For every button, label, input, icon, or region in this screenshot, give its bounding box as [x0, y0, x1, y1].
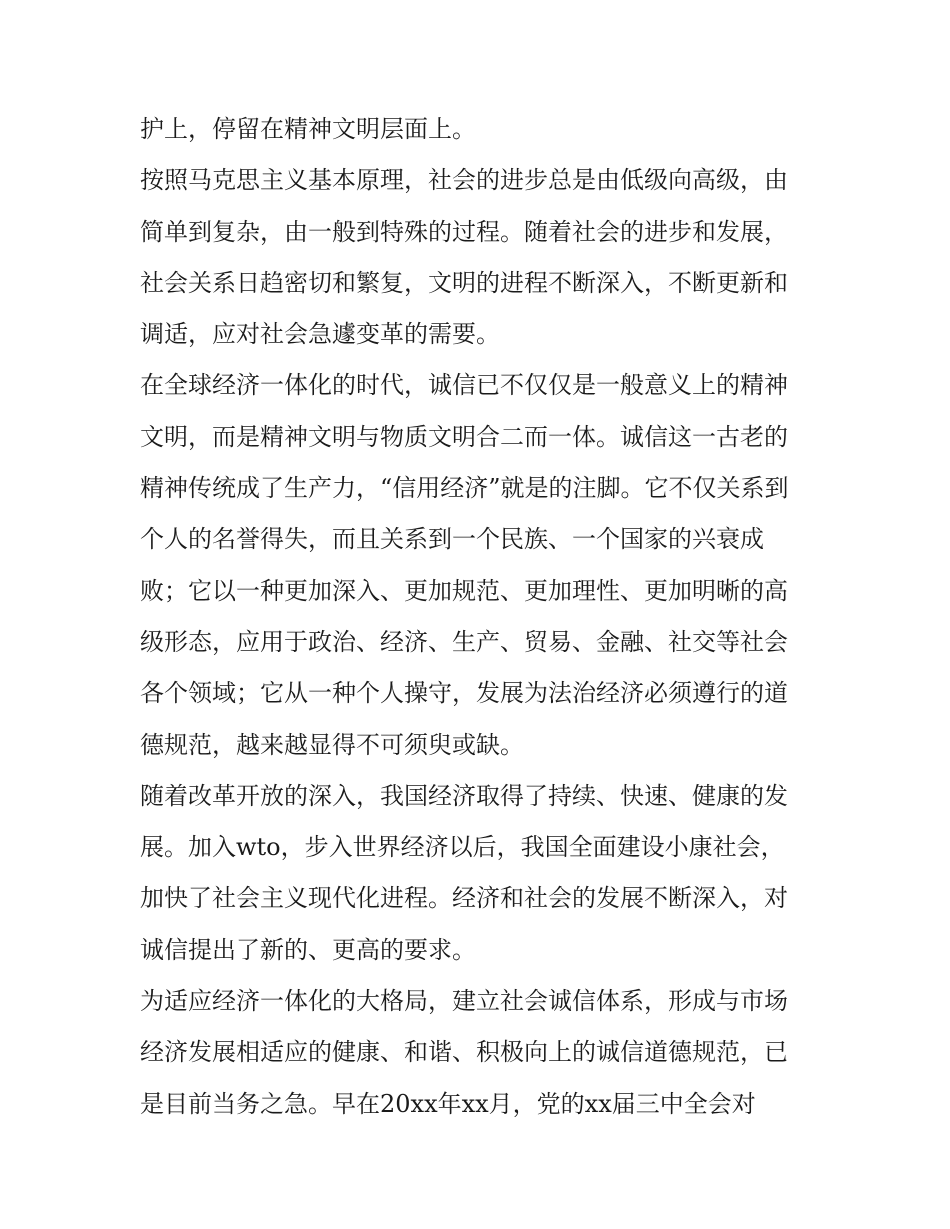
text-line: 精神传统成了生产力，“信用经济”就是的注脚。它不仅关系到 — [140, 474, 789, 503]
text-line: 调适，应对社会急遽变革的需要。 — [140, 320, 500, 349]
text-line: 经济发展相适应的健康、和谐、积极向上的诚信道德规范，已 — [140, 1038, 788, 1067]
text-line: 各个领域；它从一种个人操守，发展为法治经济必须遵行的道 — [140, 679, 788, 708]
text-line: 按照马克思主义基本原理，社会的进步总是由低级向高级，由 — [140, 166, 788, 195]
text-line: 文明，而是精神文明与物质文明合二而一体。诚信这一古老的 — [140, 422, 788, 451]
text-line: 败；它以一种更加深入、更加规范、更加理性、更加明晰的高 — [140, 576, 788, 605]
paragraph — [140, 771, 812, 976]
text-line: 随着改革开放的深入，我国经济取得了持续、快速、健康的发 — [140, 781, 788, 810]
text-line: 诚信提出了新的、更高的要求。 — [140, 935, 476, 964]
paragraph — [140, 976, 812, 1130]
text-line: 展。加入wto，步入世界经济以后，我国全面建设小康社会， — [140, 833, 785, 862]
paragraph — [140, 155, 812, 360]
paragraph — [140, 104, 812, 155]
document-body — [140, 104, 812, 1130]
text-line: 加快了社会主义现代化进程。经济和社会的发展不断深入，对 — [140, 884, 788, 913]
text-line: 德规范，越来越显得不可须臾或缺。 — [140, 730, 524, 759]
text-line: 个人的名誉得失，而且关系到一个民族、一个国家的兴衰成 — [140, 525, 764, 554]
text-line: 为适应经济一体化的大格局，建立社会诚信体系，形成与市场 — [140, 987, 788, 1016]
text-line: 简单到复杂，由一般到特殊的过程。随着社会的进步和发展， — [140, 217, 788, 246]
paragraph — [140, 360, 812, 770]
text-line: 级形态，应用于政治、经济、生产、贸易、金融、社交等社会 — [140, 627, 788, 656]
text-line: 护上，停留在精神文明层面上。 — [140, 115, 476, 143]
text-line: 是目前当务之急。早在20xx年xx月，党的xx届三中全会对 — [140, 1089, 756, 1118]
text-line: 在全球经济一体化的时代，诚信已不仅仅是一般意义上的精神 — [140, 371, 788, 400]
text-line: 社会关系日趋密切和繁复，文明的进程不断深入，不断更新和 — [140, 268, 788, 297]
